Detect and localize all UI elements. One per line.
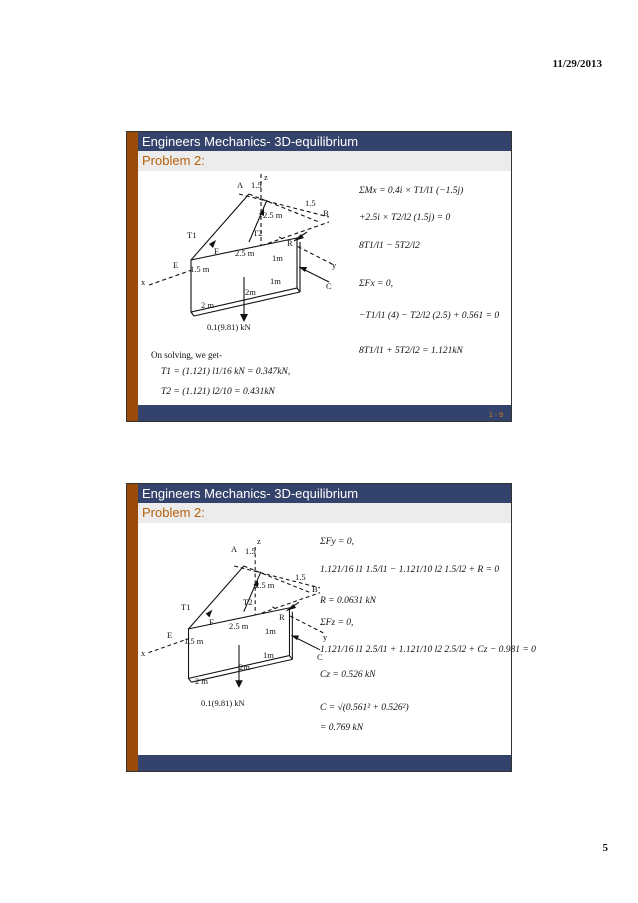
slide-footer — [138, 405, 511, 421]
label-dim-15a: 1.5 — [245, 546, 256, 556]
result-T1: T1 = (1.121) l1/16 kN = 0.347kN, — [161, 367, 291, 377]
label-dim-2mb: 2m — [239, 662, 250, 672]
equation: C = √(0.561² + 0.526²) — [320, 703, 409, 713]
equation: ΣMx = 0.4i × T1/l1 (−1.5j) — [359, 186, 464, 196]
label-dim-1mb: 1m — [270, 276, 281, 286]
label-E: E — [167, 630, 173, 640]
solving-text: On solving, we get- — [151, 350, 222, 360]
label-dim-15b: 1.5 — [305, 198, 316, 208]
slide-footer — [138, 755, 511, 771]
label-y: y — [332, 260, 337, 270]
equation: 1.121/16 l1 1.5/l1 − 1.121/10 l2 1.5/l2 + R = 0 — [320, 565, 500, 575]
equation: R = 0.0631 kN — [320, 596, 377, 606]
slide-subtitle: Problem 2: — [138, 503, 511, 523]
label-B: B — [323, 208, 329, 218]
slide-2 — [126, 483, 536, 772]
slide-number: 1 - 9 — [488, 412, 503, 419]
label-dim-15m: 1.5 m — [184, 636, 204, 646]
slide-title: Engineers Mechanics- 3D-equilibrium — [138, 132, 511, 151]
header-date: 11/29/2013 — [552, 58, 602, 70]
equation: = 0.769 kN — [320, 723, 364, 733]
label-dim-1mb: 1m — [263, 650, 274, 660]
page-number: 5 — [602, 842, 608, 854]
label-E: E — [173, 260, 179, 270]
label-C: C — [326, 281, 332, 291]
label-F: F — [209, 617, 214, 627]
slide-title: Engineers Mechanics- 3D-equilibrium — [138, 484, 511, 503]
equation: ΣFz = 0, — [320, 618, 354, 628]
label-load: 0.1(9.81) kN — [201, 698, 245, 708]
slide-sidebar — [127, 484, 138, 771]
slide-sidebar — [127, 132, 138, 421]
label-dim-15a: 1.5 — [251, 180, 262, 190]
label-load: 0.1(9.81) kN — [207, 322, 251, 332]
label-C: C — [317, 652, 323, 662]
label-T2: T2 — [253, 228, 263, 238]
label-dim-2m: 2 m — [201, 300, 214, 310]
label-dim-1m: 1m — [265, 626, 276, 636]
label-B: B — [312, 584, 318, 594]
equation: Cz = 0.526 kN — [320, 670, 376, 680]
equation: 8T1/l1 + 5T2/l2 = 1.121kN — [359, 346, 463, 356]
label-dim-25m: 2.5 m — [255, 580, 275, 590]
label-x: x — [141, 277, 146, 287]
label-dim-25m: 2.5 m — [263, 210, 283, 220]
label-y: y — [323, 632, 328, 642]
result-T2: T2 = (1.121) l2/10 = 0.431kN — [161, 387, 275, 397]
equation: 1.121/16 l1 2.5/l1 + 1.121/10 l2 2.5/l2 + Cz − 0.981 = 0 — [320, 645, 536, 655]
label-T2: T2 — [243, 597, 253, 607]
label-R: R — [287, 238, 293, 248]
label-dim-15m: 1.5 m — [190, 264, 210, 274]
label-dim-1m: 1m — [272, 253, 283, 263]
label-A: A — [237, 180, 244, 190]
label-z: z — [257, 536, 261, 546]
slide-1 — [126, 131, 512, 422]
label-A: A — [231, 544, 238, 554]
label-dim-2m: 2 m — [195, 676, 208, 686]
label-F: F — [214, 246, 219, 256]
label-T1: T1 — [181, 602, 191, 612]
slide-subtitle: Problem 2: — [138, 151, 511, 171]
label-R: R — [279, 612, 285, 622]
equation: 8T1/l1 − 5T2/l2 — [359, 241, 420, 251]
label-z: z — [264, 172, 268, 182]
label-dim-25mb: 2.5 m — [235, 248, 255, 258]
label-T1: T1 — [187, 230, 197, 240]
label-x: x — [141, 648, 146, 658]
equation: ΣFy = 0, — [320, 537, 354, 547]
equation: ΣFx = 0, — [359, 279, 393, 289]
label-dim-15b: 1.5 — [295, 572, 306, 582]
equation: −T1/l1 (4) − T2/l2 (2.5) + 0.561 = 0 — [359, 311, 500, 321]
label-dim-2mb: 2m — [245, 287, 256, 297]
equation: +2.5i × T2/l2 (1.5j) = 0 — [359, 213, 451, 223]
label-dim-25mb: 2.5 m — [229, 621, 249, 631]
